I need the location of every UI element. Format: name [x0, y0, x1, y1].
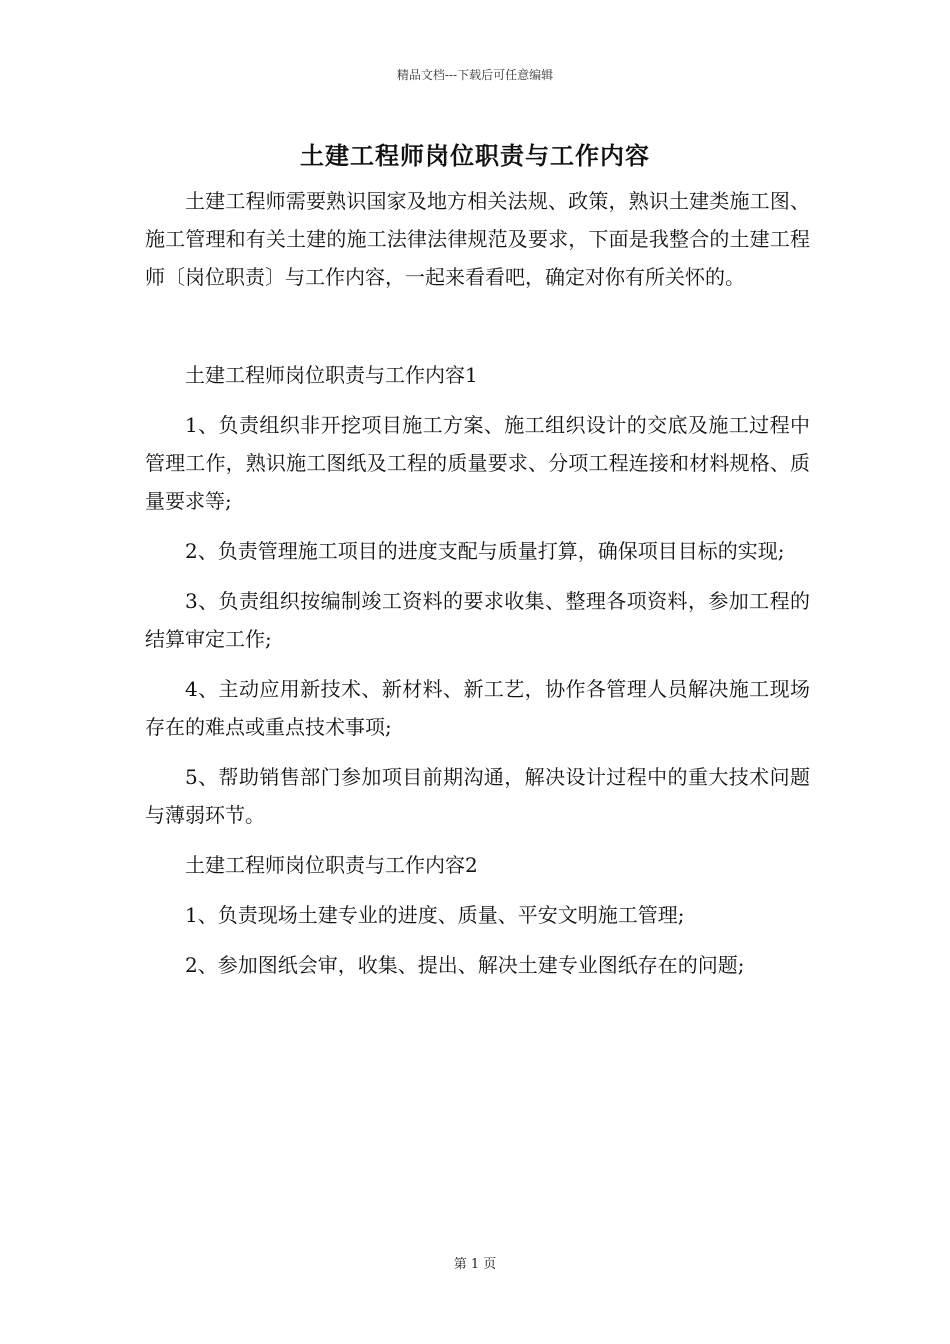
list-item: 1、负责组织非开挖项目施工方案、施工组织设计的交底及施工过程中管理工作，熟识施工图纸及工程的质量要求、分项工程连接和材料规格、质量要求等;	[145, 413, 810, 513]
page-footer: 第 1 页	[453, 1257, 497, 1272]
document-title: 土建工程师岗位职责与工作内容	[300, 141, 650, 170]
list-item: 2、负责管理施工项目的进度支配与质量打算，确保项目目标的实现;	[185, 539, 785, 563]
list-item: 1、负责现场土建专业的进度、质量、平安文明施工管理;	[185, 903, 685, 927]
list-item: 2、参加图纸会审，收集、提出、解决土建专业图纸存在的问题;	[185, 953, 745, 977]
document-body	[145, 182, 810, 996]
list-item: 5、帮助销售部门参加项目前期沟通，解决设计过程中的重大技术问题与薄弱环节。	[145, 765, 810, 827]
page-header: 精品文档---下载后可任意编辑	[396, 68, 554, 82]
intro-paragraph: 土建工程师需要熟识国家及地方相关法规、政策，熟识土建类施工图、施工管理和有关土建的施工法律法律规范及要求，下面是我整合的土建工程师〔岗位职责〕与工作内容，一起来看看吧，确定对你有所关怀的。	[145, 189, 810, 289]
section-heading-1: 土建工程师岗位职责与工作内容1	[185, 363, 478, 387]
list-item: 4、主动应用新技术、新材料、新工艺，协作各管理人员解决施工现场存在的难点或重点技术事项;	[145, 677, 810, 739]
section-heading-2: 土建工程师岗位职责与工作内容2	[185, 853, 478, 877]
list-item: 3、负责组织按编制竣工资料的要求收集、整理各项资料，参加工程的结算审定工作;	[145, 589, 810, 651]
